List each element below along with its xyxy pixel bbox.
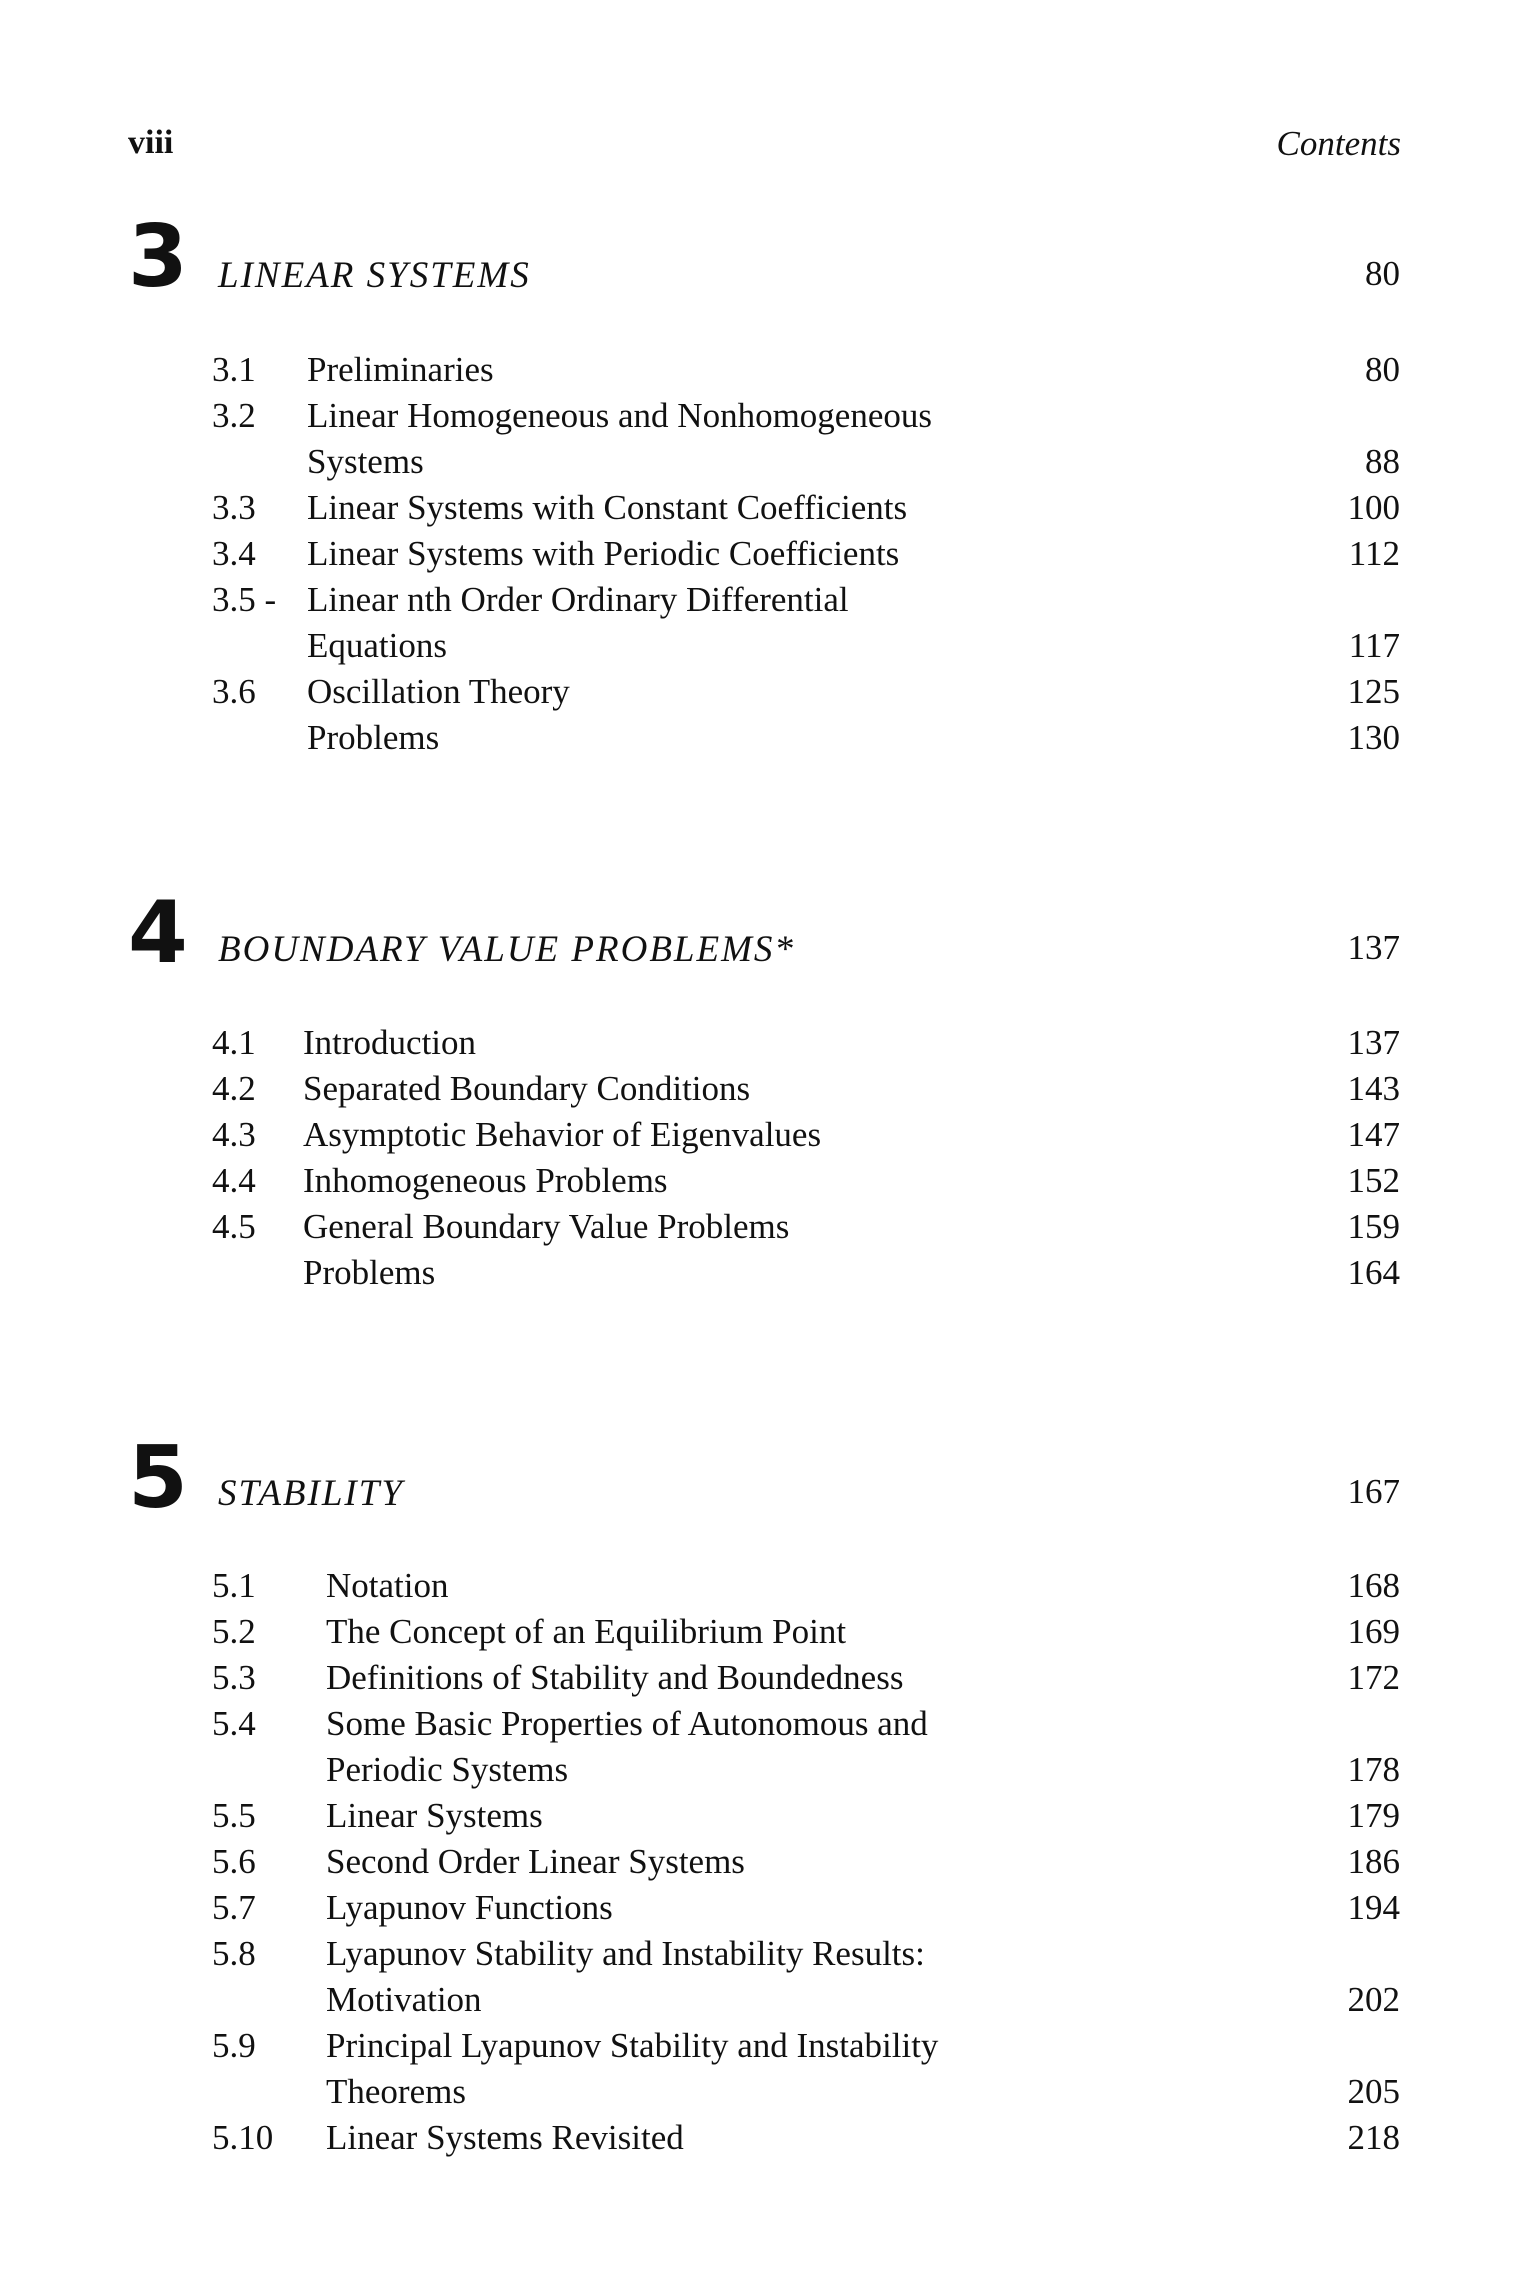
section-page: 205: [1347, 2072, 1400, 2111]
section-number: 5.9: [212, 2026, 256, 2065]
section-title: Linear Systems with Constant Coefficients: [307, 488, 908, 527]
toc-entry: [0, 1112, 1536, 1158]
toc-entry: [0, 2115, 1536, 2161]
toc-entry: [0, 531, 1536, 577]
section-title: Linear Homogeneous and Nonhomogeneous: [307, 396, 932, 435]
section-title: Preliminaries: [307, 350, 494, 389]
section-title: Definitions of Stability and Boundedness: [326, 1658, 904, 1697]
toc-entry: [0, 1563, 1536, 1609]
section-title: Principal Lyapunov Stability and Instability: [326, 2026, 939, 2065]
chapter-page: 167: [1347, 1472, 1400, 1511]
section-title: Motivation: [326, 1980, 482, 2019]
section-title: Notation: [326, 1566, 449, 1605]
section-page: 112: [1348, 534, 1400, 573]
page-number: viii: [128, 124, 174, 161]
section-number: 5.6: [212, 1842, 256, 1881]
section-title: Problems: [303, 1253, 436, 1292]
section-title: Lyapunov Stability and Instability Results:: [326, 1934, 925, 1973]
section-page: 80: [1365, 350, 1400, 389]
section-page: 100: [1347, 488, 1400, 527]
chapter-number: 4: [128, 883, 188, 983]
toc-entry: [0, 715, 1536, 761]
section-page: 218: [1347, 2118, 1400, 2157]
chapter-page: 80: [1365, 254, 1400, 293]
toc-entry: [0, 1977, 1536, 2023]
section-title: Periodic Systems: [326, 1750, 569, 1789]
toc-entry: [0, 393, 1536, 439]
toc-entry: [0, 1158, 1536, 1204]
toc-entry: [0, 1701, 1536, 1747]
section-number: 5.10: [212, 2118, 274, 2157]
section-page: 130: [1347, 718, 1400, 757]
toc-entry: [0, 1204, 1536, 1250]
section-title: Asymptotic Behavior of Eigenvalues: [303, 1115, 822, 1154]
section-page: 88: [1365, 442, 1400, 481]
running-head: Contents: [1276, 124, 1401, 163]
section-number: 4.2: [212, 1069, 256, 1108]
toc-entry: [0, 1793, 1536, 1839]
section-page: 164: [1347, 1253, 1400, 1292]
section-page: 152: [1347, 1161, 1400, 1200]
toc-entry: [0, 2069, 1536, 2115]
toc-entry: [0, 1747, 1536, 1793]
section-page: 169: [1347, 1612, 1400, 1651]
section-title: Lyapunov Functions: [326, 1888, 613, 1927]
section-title: Theorems: [326, 2072, 466, 2111]
section-number: 3.2: [212, 396, 256, 435]
chapter-title: BOUNDARY VALUE PROBLEMS*: [218, 929, 795, 970]
section-page: 147: [1347, 1115, 1400, 1154]
section-title: Linear Systems Revisited: [326, 2118, 684, 2157]
section-title: Equations: [307, 626, 447, 665]
section-page: 117: [1348, 626, 1400, 665]
toc-entry: [0, 1885, 1536, 1931]
section-number: 5.4: [212, 1704, 256, 1743]
section-number: 3.5 -: [212, 580, 277, 619]
toc-entry: [0, 2023, 1536, 2069]
section-number: 4.4: [212, 1161, 256, 1200]
toc-entry: [0, 485, 1536, 531]
toc-entry: [0, 1250, 1536, 1296]
toc-entry: [0, 347, 1536, 393]
section-number: 5.7: [212, 1888, 256, 1927]
section-number: 3.6: [212, 672, 256, 711]
section-page: 143: [1347, 1069, 1400, 1108]
section-title: Linear Systems with Periodic Coefficients: [307, 534, 900, 573]
toc-entry: [0, 1931, 1536, 1977]
section-number: 4.3: [212, 1115, 256, 1154]
section-number: 5.1: [212, 1566, 256, 1605]
section-number: 4.5: [212, 1207, 256, 1246]
section-page: 202: [1347, 1980, 1400, 2019]
section-page: 137: [1347, 1023, 1400, 1062]
section-page: 159: [1347, 1207, 1400, 1246]
section-number: 5.8: [212, 1934, 256, 1973]
chapter-title: LINEAR SYSTEMS: [218, 255, 531, 296]
section-title: Separated Boundary Conditions: [303, 1069, 751, 1108]
section-number: 3.3: [212, 488, 256, 527]
section-page: 186: [1347, 1842, 1400, 1881]
toc-entry: [0, 623, 1536, 669]
toc-entry: [0, 1839, 1536, 1885]
chapter-title: STABILITY: [218, 1473, 404, 1514]
toc-entry: [0, 577, 1536, 623]
section-title: Oscillation Theory: [307, 672, 570, 711]
section-number: 5.3: [212, 1658, 256, 1697]
toc-entry: [0, 1609, 1536, 1655]
section-page: 178: [1347, 1750, 1400, 1789]
section-page: 194: [1347, 1888, 1400, 1927]
toc-entry: [0, 439, 1536, 485]
toc-entry: [0, 1066, 1536, 1112]
section-title: Introduction: [303, 1023, 477, 1062]
chapter-number: 5: [128, 1428, 188, 1528]
section-number: 3.4: [212, 534, 256, 573]
section-page: 168: [1347, 1566, 1400, 1605]
section-title: Second Order Linear Systems: [326, 1842, 745, 1881]
chapter-page: 137: [1347, 928, 1400, 967]
section-title: Some Basic Properties of Autonomous and: [326, 1704, 928, 1743]
section-title: Inhomogeneous Problems: [303, 1161, 668, 1200]
chapter-number: 3: [128, 207, 188, 307]
toc-entry: [0, 1020, 1536, 1066]
section-page: 179: [1347, 1796, 1400, 1835]
section-title: General Boundary Value Problems: [303, 1207, 790, 1246]
section-number: 5.2: [212, 1612, 256, 1651]
section-number: 3.1: [212, 350, 256, 389]
section-page: 172: [1347, 1658, 1400, 1697]
section-number: 4.1: [212, 1023, 256, 1062]
toc-entry: [0, 669, 1536, 715]
section-title: Linear Systems: [326, 1796, 543, 1835]
section-title: Problems: [307, 718, 440, 757]
section-page: 125: [1347, 672, 1400, 711]
section-title: The Concept of an Equilibrium Point: [326, 1612, 847, 1651]
section-number: 5.5: [212, 1796, 256, 1835]
section-title: Systems: [307, 442, 424, 481]
section-title: Linear nth Order Ordinary Differential: [307, 580, 849, 619]
toc-entry: [0, 1655, 1536, 1701]
